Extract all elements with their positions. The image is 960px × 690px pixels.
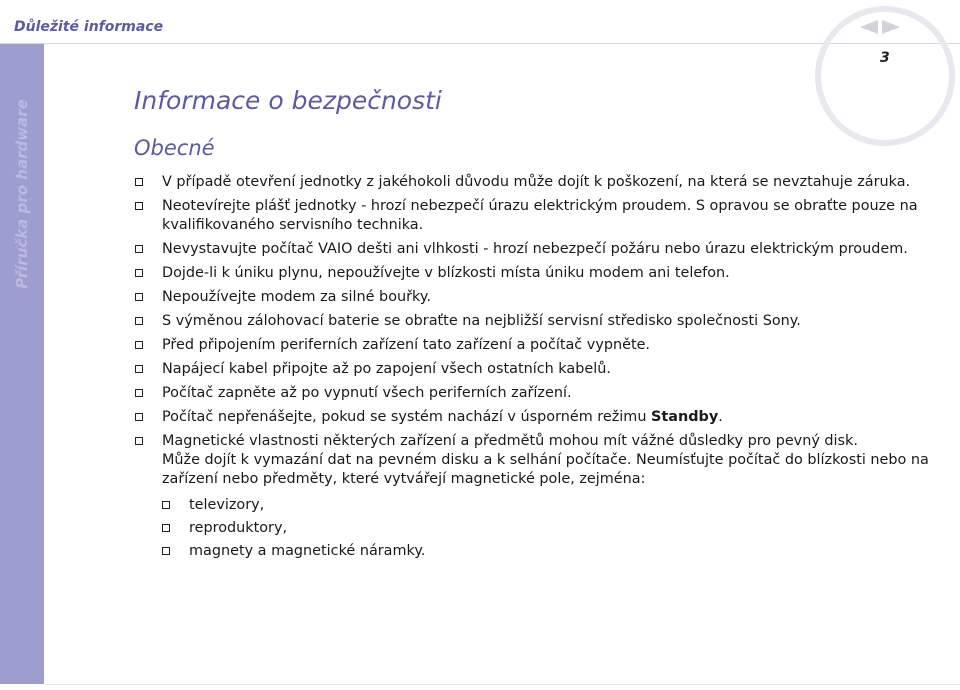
list-item-text: Před připojením periferních zařízení tato zařízení a počítač vypněte. <box>162 337 651 353</box>
list-item <box>135 312 945 331</box>
list-item <box>135 384 945 403</box>
page-title: Informace o bezpečnosti <box>134 86 442 115</box>
sub-list-item <box>162 496 945 515</box>
bottom-divider <box>44 684 960 685</box>
list-item <box>135 173 945 192</box>
checkbox-bullet-icon <box>162 547 170 555</box>
list-item <box>135 288 945 307</box>
checkbox-bullet-icon <box>135 202 143 210</box>
previous-page-arrow-icon[interactable] <box>860 20 878 34</box>
list-item-end: . <box>718 409 723 425</box>
next-page-arrow-icon[interactable] <box>882 20 900 34</box>
checkbox-bullet-icon <box>135 317 143 325</box>
list-item-text: Nevystavujte počítač VAIO dešti ani vlhkosti - hrozí nebezpečí požáru nebo úrazu elektrickým proudem. <box>162 241 908 257</box>
checkbox-bullet-icon <box>162 501 170 509</box>
list-item <box>135 360 945 379</box>
safety-list <box>135 173 945 566</box>
list-item-text: Nepoužívejte modem za silné bouřky. <box>162 289 431 305</box>
list-item <box>135 432 945 561</box>
list-item-text: Počítač nepřenášejte, pokud se systém nachází v úsporném režimu <box>162 409 652 425</box>
list-item-text: S výměnou zálohovací baterie se obraťte na nejbližší servisní středisko společnosti Sony. <box>162 313 801 329</box>
checkbox-bullet-icon <box>135 178 143 186</box>
list-item-text: Neotevírejte plášť jednotky - hrozí nebezpečí úrazu elektrickým proudem. S opravou se obraťte pouze na kvalifikovaného servisního technika. <box>162 198 918 233</box>
checkbox-bullet-icon <box>135 413 143 421</box>
list-item <box>135 240 945 259</box>
checkbox-bullet-icon <box>162 524 170 532</box>
list-item <box>135 408 945 427</box>
sub-list-item-text: televizory, <box>189 497 265 513</box>
sub-list-item <box>162 519 945 538</box>
standby-term: Standby <box>651 409 719 425</box>
sidebar-label: Příručka pro hardware <box>13 99 31 289</box>
list-item-text: Napájecí kabel připojte až po zapojení všech ostatních kabelů. <box>162 361 611 377</box>
list-item-text: Dojde-li k úniku plynu, nepoužívejte v blízkosti místa úniku modem ani telefon. <box>162 265 730 281</box>
list-item-text: Počítač zapněte až po vypnutí všech periferních zařízení. <box>162 385 572 401</box>
list-item <box>135 264 945 283</box>
sub-list-item <box>162 542 945 561</box>
page-navigation <box>860 20 900 34</box>
header-bar <box>0 0 960 44</box>
checkbox-bullet-icon <box>135 245 143 253</box>
checkbox-bullet-icon <box>135 293 143 301</box>
checkbox-bullet-icon <box>135 365 143 373</box>
checkbox-bullet-icon <box>135 389 143 397</box>
checkbox-bullet-icon <box>135 341 143 349</box>
list-item-text: Magnetické vlastnosti některých zařízení a předmětů mohou mít vážné důsledky pro pevný disk. <box>162 433 858 449</box>
list-item-text-continued: Může dojít k vymazání dat na pevném disku a k selhání počítače. Neumísťujte počítač do blízkosti nebo na zařízení nebo předměty, které vytvářejí magnetické pole, zejména: <box>162 452 929 487</box>
section-subtitle: Obecné <box>134 136 215 160</box>
list-item <box>135 336 945 355</box>
sidebar <box>0 44 44 684</box>
sub-list-item-text: magnety a magnetické náramky. <box>189 543 426 559</box>
sub-list-item-text: reproduktory, <box>189 520 288 536</box>
checkbox-bullet-icon <box>135 437 143 445</box>
list-item <box>135 197 945 235</box>
list-item-text: V případě otevření jednotky z jakéhokoli důvodu může dojít k poškození, na která se nevztahuje záruka. <box>162 174 911 190</box>
sub-list <box>162 496 945 561</box>
section-title: Důležité informace <box>14 19 164 35</box>
page-number: 3 <box>880 50 890 66</box>
checkbox-bullet-icon <box>135 269 143 277</box>
